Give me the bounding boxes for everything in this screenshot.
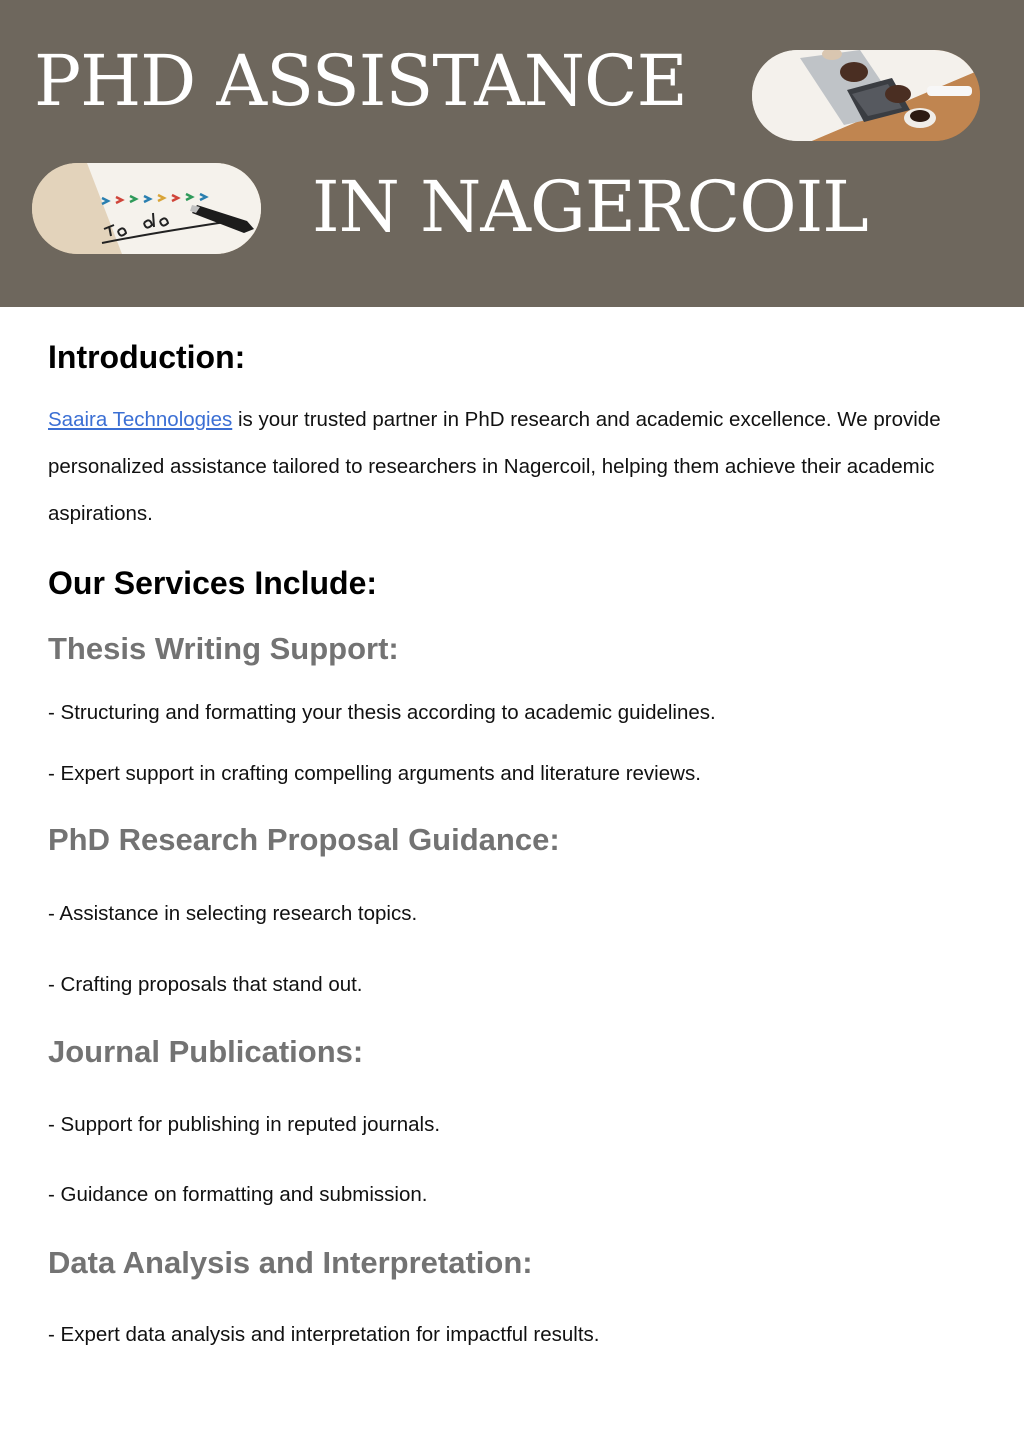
introduction-paragraph (48, 396, 968, 537)
introduction-body: is your trusted partner in PhD research and academic excellence. We provide personalized assistance tailored to researchers in Nagercoil, helping them achieve their academic aspirations. (48, 408, 941, 525)
list-item: - Support for publishing in reputed journals. (48, 1113, 441, 1136)
list-item: - Structuring and formatting your thesis according to academic guidelines. (48, 701, 716, 724)
section-title-data-analysis: Data Analysis and Interpretation: (48, 1245, 533, 1280)
list-item: - Guidance on formatting and submission. (48, 1183, 428, 1206)
saaira-technologies-link[interactable]: Saaira Technologies (48, 408, 233, 431)
section-title-proposal: PhD Research Proposal Guidance: (48, 822, 560, 857)
list-item: - Expert support in crafting compelling arguments and literature reviews. (48, 762, 701, 785)
title-line-1: PHD ASSISTANCE (34, 40, 687, 122)
section-title-journal: Journal Publications: (48, 1034, 364, 1069)
introduction-heading: Introduction: (48, 339, 246, 375)
todo-note-photo (32, 163, 261, 254)
header-banner (0, 0, 1024, 307)
list-item: - Assistance in selecting research topics. (48, 902, 418, 925)
list-item: - Crafting proposals that stand out. (48, 973, 363, 996)
services-heading: Our Services Include: (48, 565, 378, 601)
title-line-2: IN NAGERCOIL (312, 166, 868, 248)
laptop-desk-photo (752, 50, 980, 141)
list-item: - Expert data analysis and interpretation for impactful results. (48, 1323, 600, 1346)
section-title-thesis: Thesis Writing Support: (48, 631, 399, 666)
